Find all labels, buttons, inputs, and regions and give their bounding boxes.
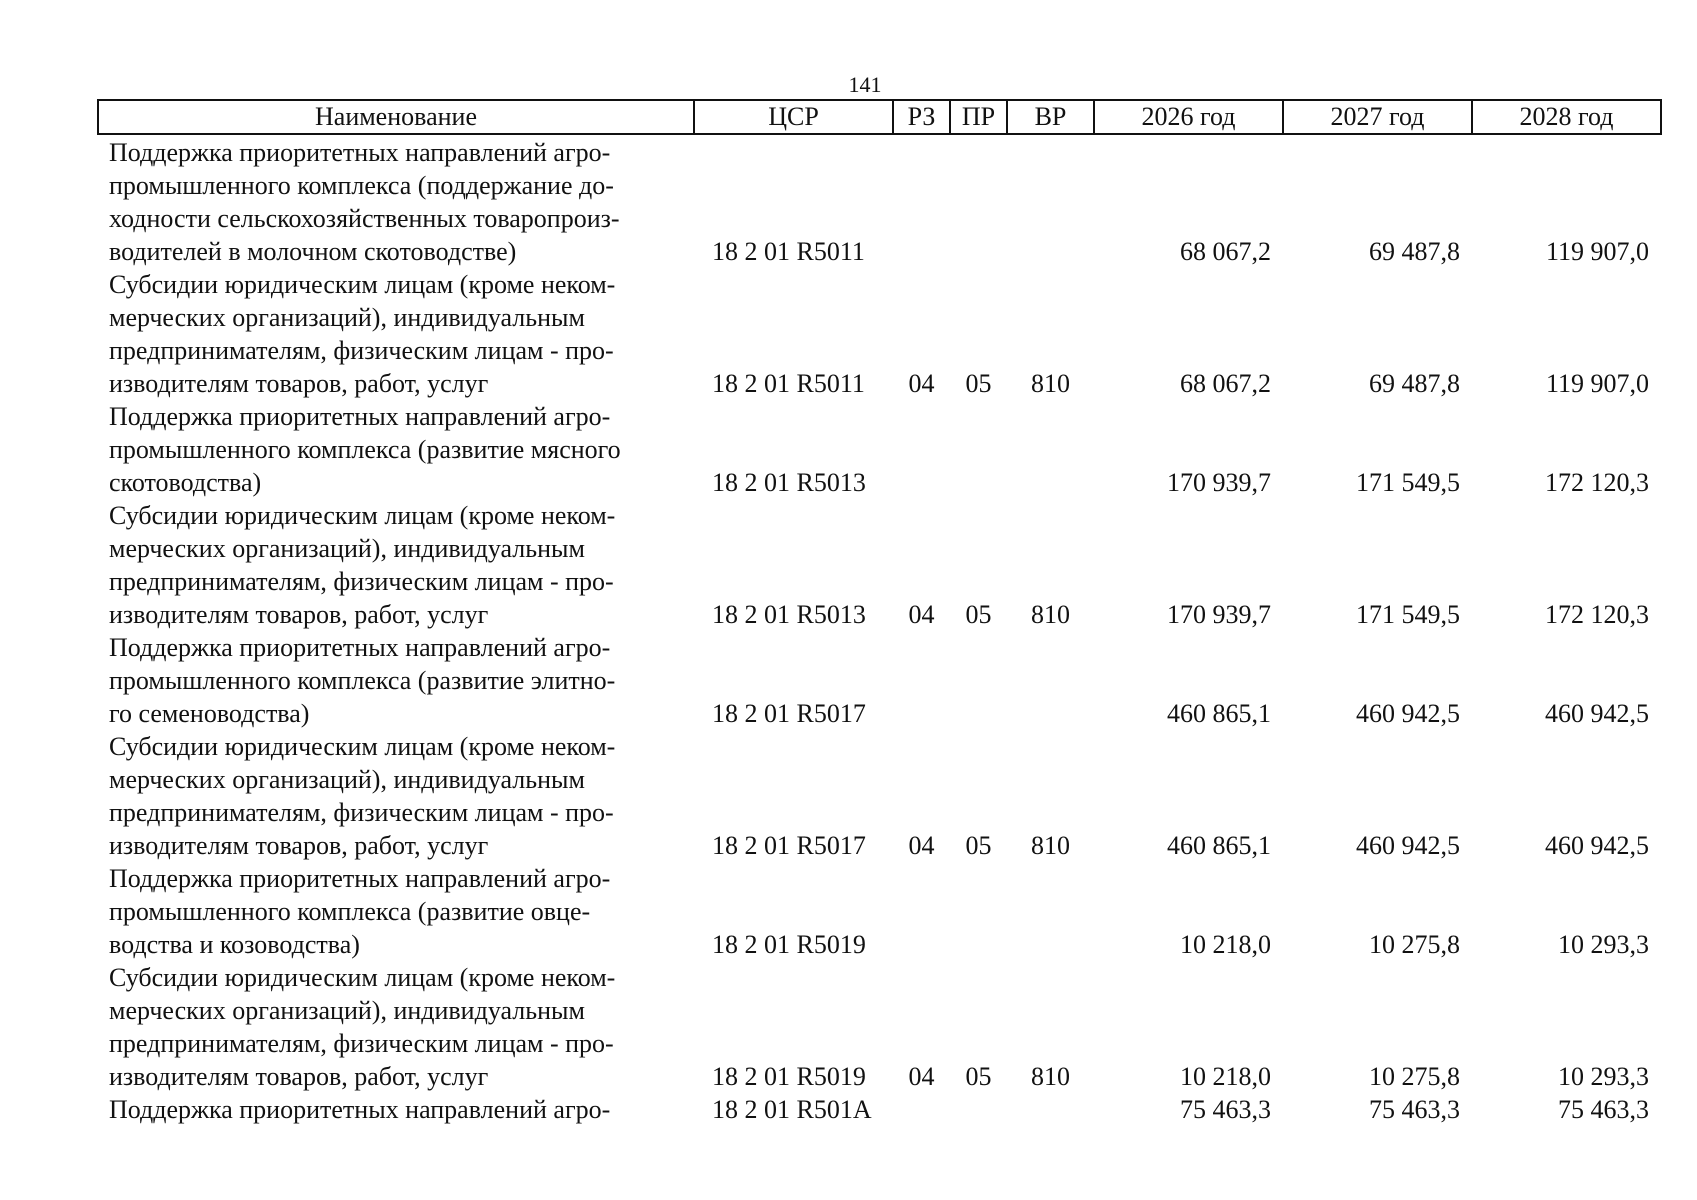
row-y2027: 10 275,8	[1369, 930, 1460, 959]
row-rz	[893, 1093, 950, 1126]
row-pr	[950, 134, 1007, 268]
row-y2028: 10 293,3	[1558, 1062, 1649, 1091]
row-name-line: Поддержка приоритетных направлений агро-	[109, 1095, 611, 1124]
table-header	[98, 100, 1661, 134]
row-name	[98, 730, 694, 862]
row-y2026: 10 218,0	[1180, 1062, 1271, 1091]
row-pr	[950, 400, 1007, 499]
table-body	[98, 134, 1661, 1126]
row-pr: 05	[965, 1062, 992, 1091]
page-number: 141	[848, 72, 882, 97]
row-vr: 810	[1031, 1062, 1070, 1091]
row-name-line: мерческих организаций), индивидуальным	[109, 765, 585, 794]
header-2028: 2028 год	[1472, 100, 1661, 134]
header-pr: ПР	[950, 100, 1007, 134]
row-name-line: Поддержка приоритетных направлений агро-	[109, 633, 611, 662]
row-y2028: 119 907,0	[1545, 237, 1649, 266]
row-rz	[893, 400, 950, 499]
row-y2027: 460 942,5	[1356, 699, 1460, 728]
row-name-line: мерческих организаций), индивидуальным	[109, 996, 585, 1025]
header-2026: 2026 год	[1094, 100, 1283, 134]
row-name-line: скотоводства)	[109, 468, 262, 497]
row-name-line: предпринимателям, физическим лицам - про-	[109, 798, 614, 827]
row-name-line: мерческих организаций), индивидуальным	[109, 534, 585, 563]
row-name-line: изводителям товаров, работ, услуг	[109, 600, 489, 629]
row-name-line: промышленного комплекса (поддержание до-	[109, 171, 614, 200]
row-name	[98, 268, 694, 400]
budget-table	[97, 99, 1662, 1126]
table-row	[98, 400, 1661, 499]
row-rz	[893, 134, 950, 268]
row-y2026: 460 865,1	[1167, 831, 1271, 860]
table-row	[98, 134, 1661, 268]
row-name-line: водства и козоводства)	[109, 930, 360, 959]
row-y2026: 170 939,7	[1167, 468, 1271, 497]
row-y2026: 10 218,0	[1180, 930, 1271, 959]
row-vr	[1007, 862, 1094, 961]
table-row	[98, 631, 1661, 730]
row-name	[98, 400, 694, 499]
table-row	[98, 268, 1661, 400]
row-rz: 04	[908, 369, 935, 398]
row-name	[98, 961, 694, 1093]
row-name-line: предпринимателям, физическим лицам - про-	[109, 567, 614, 596]
header-csr: ЦСР	[694, 100, 893, 134]
row-y2028: 460 942,5	[1545, 699, 1649, 728]
row-y2028: 172 120,3	[1545, 600, 1649, 629]
row-name-line: изводителям товаров, работ, услуг	[109, 831, 489, 860]
row-csr: 18 2 01 R5011	[712, 369, 865, 398]
row-y2026: 170 939,7	[1167, 600, 1271, 629]
row-rz: 04	[908, 1062, 935, 1091]
row-y2027: 460 942,5	[1356, 831, 1460, 860]
row-name-line: Поддержка приоритетных направлений агро-	[109, 402, 611, 431]
row-pr	[950, 1093, 1007, 1126]
row-y2028: 172 120,3	[1545, 468, 1649, 497]
row-y2026: 68 067,2	[1180, 237, 1271, 266]
row-y2028: 75 463,3	[1558, 1095, 1649, 1124]
row-y2028: 119 907,0	[1545, 369, 1649, 398]
row-name-line: Субсидии юридическим лицам (кроме неком-	[109, 501, 616, 530]
row-name-line: промышленного комплекса (развитие овце-	[109, 897, 591, 926]
row-name	[98, 1093, 694, 1126]
row-y2027: 10 275,8	[1369, 1062, 1460, 1091]
row-rz: 04	[908, 600, 935, 629]
header-row	[98, 100, 1661, 134]
row-rz	[893, 862, 950, 961]
row-name-line: Субсидии юридическим лицам (кроме неком-	[109, 270, 616, 299]
row-name-line: ходности сельскохозяйственных товаропроиз-	[109, 204, 620, 233]
row-pr	[950, 862, 1007, 961]
row-csr: 18 2 01 R5017	[712, 831, 866, 860]
row-name	[98, 631, 694, 730]
row-name-line: мерческих организаций), индивидуальным	[109, 303, 585, 332]
row-y2027: 69 487,8	[1369, 237, 1460, 266]
row-y2027: 171 549,5	[1356, 600, 1460, 629]
row-name-line: Субсидии юридическим лицам (кроме неком-	[109, 963, 616, 992]
row-y2026: 75 463,3	[1180, 1095, 1271, 1124]
row-vr	[1007, 400, 1094, 499]
row-vr	[1007, 631, 1094, 730]
row-name-line: Поддержка приоритетных направлений агро-	[109, 138, 611, 167]
row-name-line: Поддержка приоритетных направлений агро-	[109, 864, 611, 893]
row-csr: 18 2 01 R5017	[712, 699, 866, 728]
row-name-line: водителей в молочном скотоводстве)	[109, 237, 517, 266]
row-rz	[893, 631, 950, 730]
row-y2026: 460 865,1	[1167, 699, 1271, 728]
row-vr: 810	[1031, 831, 1070, 860]
row-rz: 04	[908, 831, 935, 860]
row-name	[98, 499, 694, 631]
row-y2028: 460 942,5	[1545, 831, 1649, 860]
header-name: Наименование	[98, 100, 694, 134]
row-vr: 810	[1031, 369, 1070, 398]
row-csr: 18 2 01 R5011	[712, 237, 865, 266]
row-y2027: 69 487,8	[1369, 369, 1460, 398]
row-vr	[1007, 134, 1094, 268]
row-pr	[950, 631, 1007, 730]
row-name	[98, 134, 694, 268]
row-y2027: 171 549,5	[1356, 468, 1460, 497]
row-csr: 18 2 01 R5019	[712, 1062, 866, 1091]
row-csr: 18 2 01 R5019	[712, 930, 866, 959]
header-rz: РЗ	[893, 100, 950, 134]
row-pr: 05	[965, 369, 992, 398]
row-csr: 18 2 01 R5013	[712, 600, 866, 629]
row-name-line: Субсидии юридическим лицам (кроме неком-	[109, 732, 616, 761]
row-name-line: изводителям товаров, работ, услуг	[109, 369, 489, 398]
row-name-line: предпринимателям, физическим лицам - про-	[109, 336, 614, 365]
header-2027: 2027 год	[1283, 100, 1472, 134]
row-y2027: 75 463,3	[1369, 1095, 1460, 1124]
row-y2028: 10 293,3	[1558, 930, 1649, 959]
table-row	[98, 499, 1661, 631]
row-name-line: промышленного комплекса (развитие элитно-	[109, 666, 616, 695]
row-csr: 18 2 01 R501A	[712, 1095, 872, 1124]
row-name-line: предпринимателям, физическим лицам - про-	[109, 1029, 614, 1058]
row-y2026: 68 067,2	[1180, 369, 1271, 398]
row-name-line: промышленного комплекса (развитие мясного	[109, 435, 621, 464]
row-pr: 05	[965, 600, 992, 629]
row-pr: 05	[965, 831, 992, 860]
row-name-line: изводителям товаров, работ, услуг	[109, 1062, 489, 1091]
row-name	[98, 862, 694, 961]
row-vr	[1007, 1093, 1094, 1126]
table-row	[98, 862, 1661, 961]
row-csr: 18 2 01 R5013	[712, 468, 866, 497]
table-row	[98, 961, 1661, 1093]
row-vr: 810	[1031, 600, 1070, 629]
table-row	[98, 730, 1661, 862]
table-row	[98, 1093, 1661, 1126]
row-name-line: го семеноводства)	[109, 699, 310, 728]
header-vr: ВР	[1007, 100, 1094, 134]
